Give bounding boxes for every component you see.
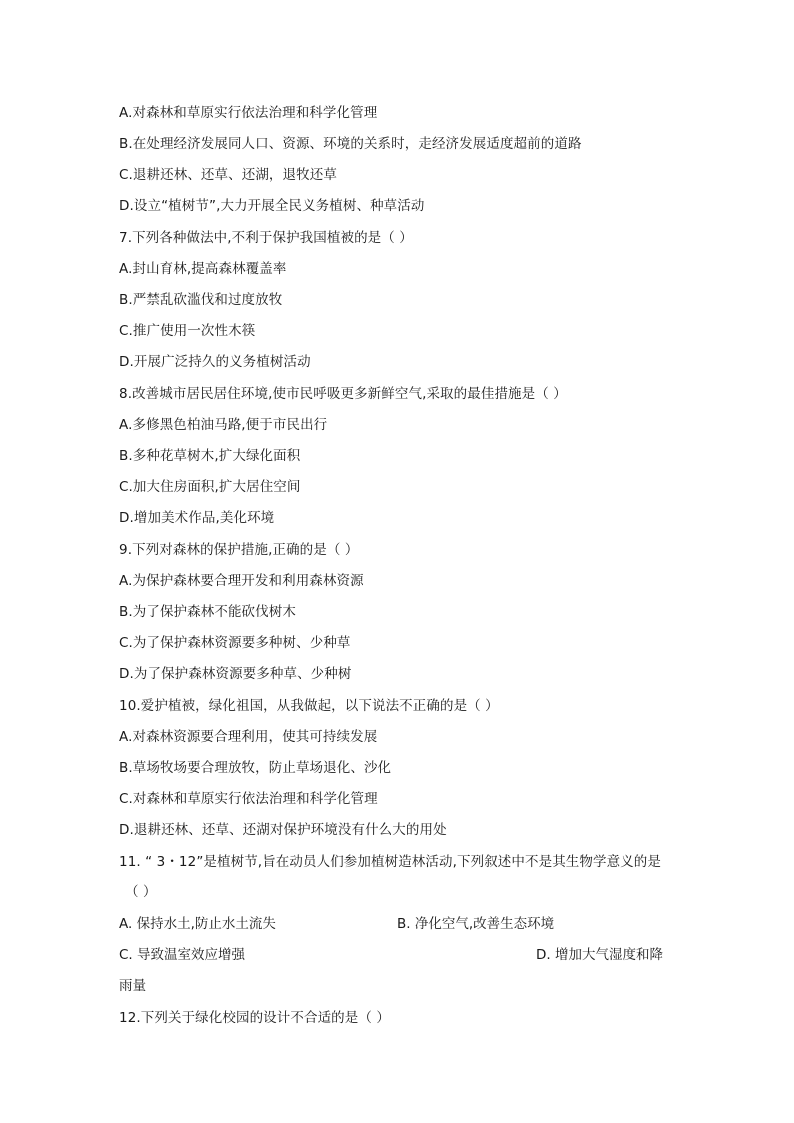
- q9-option-c: C.为了保护森林资源要多种树、少种草: [119, 635, 351, 651]
- q8-option-a: A.多修黑色柏油马路,便于市民出行: [119, 417, 328, 433]
- q9-stem: 9.下列对森林的保护措施,正确的是（ ）: [119, 542, 359, 558]
- q8-option-c: C.加大住房面积,扩大居住空间: [119, 479, 301, 495]
- q8-stem: 8.改善城市居民居住环境,使市民呼吸更多新鲜空气,采取的最佳措施是（ ）: [119, 386, 567, 402]
- q9-option-d: D.为了保护森林资源要多种草、少种树: [119, 666, 352, 682]
- q6-option-c: C.退耕还林、还草、还湖，退牧还草: [119, 167, 337, 183]
- q8-option-b: B.多种花草树木,扩大绿化面积: [119, 448, 301, 464]
- q10-option-d: D.退耕还林、还草、还湖对保护环境没有什么大的用处: [119, 822, 447, 838]
- q10-option-c: C.对森林和草原实行依法治理和科学化管理: [119, 791, 378, 807]
- q11-option-b: B. 净化空气,改善生态环境: [397, 916, 555, 932]
- q11-stem: 11. “ 3・12”是植树节,旨在动员人们参加植树造林活动,下列叙述中不是其生物学意义的是: [119, 854, 661, 870]
- q7-option-c: C.推广使用一次性木筷: [119, 323, 256, 339]
- q10-stem: 10.爱护植被，绿化祖国，从我做起，以下说法不正确的是（ ）: [119, 698, 499, 714]
- q7-option-a: A.封山育林,提高森林覆盖率: [119, 261, 287, 277]
- q11-option-d: D. 增加大气湿度和降: [536, 947, 663, 963]
- q10-option-a: A.对森林资源要合理利用，使其可持续发展: [119, 729, 378, 745]
- q11-option-a: A. 保持水土,防止水土流失: [119, 916, 276, 932]
- q7-option-d: D.开展广泛持久的义务植树活动: [119, 354, 311, 370]
- q8-option-d: D.增加美术作品,美化环境: [119, 510, 275, 526]
- q6-option-a: A.对森林和草原实行依法治理和科学化管理: [119, 105, 378, 121]
- q9-option-b: B.为了保护森林不能砍伐树木: [119, 604, 296, 620]
- q11-stem-blank: （ ）: [125, 884, 157, 900]
- q9-option-a: A.为保护森林要合理开发和利用森林资源: [119, 573, 364, 589]
- q11-option-d-continued: 雨量: [119, 978, 147, 994]
- q6-option-b: B.在处理经济发展同人口、资源、环境的关系时，走经济发展适度超前的道路: [119, 136, 582, 152]
- q11-option-c: C. 导致温室效应增强: [119, 947, 246, 963]
- q7-stem: 7.下列各种做法中,不利于保护我国植被的是（ ）: [119, 230, 413, 246]
- q7-option-b: B.严禁乱砍滥伐和过度放牧: [119, 292, 283, 308]
- q12-stem: 12.下列关于绿化校园的设计不合适的是（ ）: [119, 1010, 390, 1026]
- q10-option-b: B.草场牧场要合理放牧，防止草场退化、沙化: [119, 760, 392, 776]
- q6-option-d: D.设立“植树节”,大力开展全民义务植树、种草活动: [119, 198, 425, 214]
